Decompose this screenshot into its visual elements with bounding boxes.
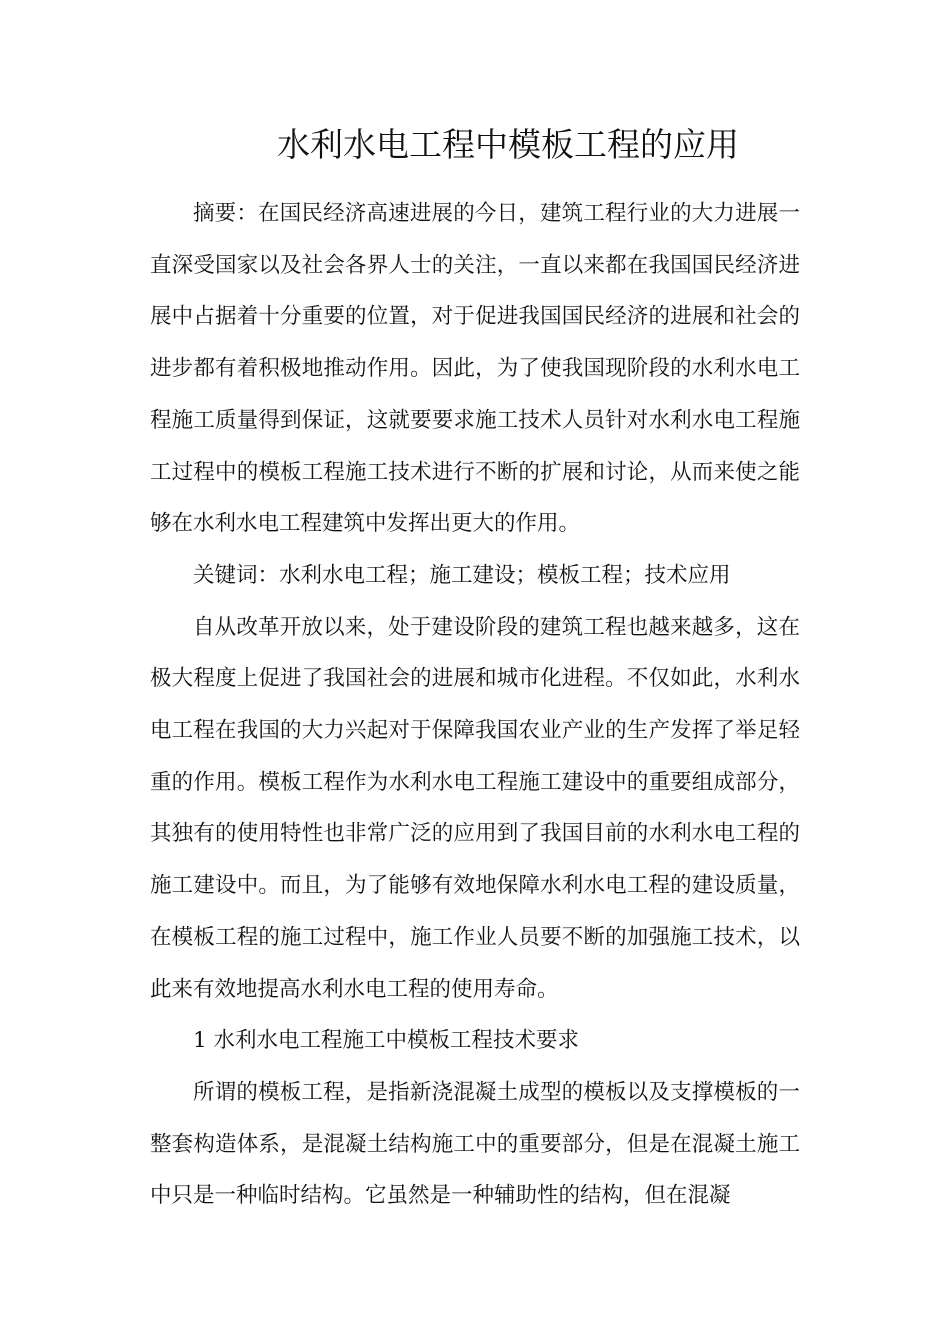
document-body [150, 188, 800, 1222]
section-heading: 1 水利水电工程施工中模板工程技术要求 [193, 1028, 580, 1054]
document-title: 水利水电工程中模板工程的应用 [277, 125, 739, 164]
abstract-paragraph: 摘要：在国民经济高速进展的今日，建筑工程行业的大力进展一直深受国家以及社会各界人士的关注，一直以来都在我国国民经济进展中占据着十分重要的位置，对于促进我国国民经济的进展和社会的进步都有着积极地推动作用。因此，为了使我国现阶段的水利水电工程施工质量得到保证，这就要要求施工技术人员针对水利水电工程施工过程中的模板工程施工技术进行不断的扩展和讨论，从而来使之能够在水利水电工程建筑中发挥出更大的作用。 [150, 201, 800, 537]
keywords-paragraph: 关键词：水利水电工程；施工建设；模板工程；技术应用 [193, 562, 731, 588]
intro-paragraph: 自从改革开放以来，处于建设阶段的建筑工程也越来越多，这在极大程度上促进了我国社会的进展和城市化进程。不仅如此，水利水电工程在我国的大力兴起对于保障我国农业产业的生产发挥了举足轻重的作用。模板工程作为水利水电工程施工建设中的重要组成部分，其独有的使用特性也非常广泛的应用到了我国目前的水利水电工程的施工建设中。而且，为了能够有效地保障水利水电工程的建设质量，在模板工程的施工过程中，施工作业人员要不断的加强施工技术，以此来有效地提高水利水电工程的使用寿命。 [150, 614, 800, 1002]
section-paragraph: 所谓的模板工程，是指新浇混凝土成型的模板以及支撑模板的一整套构造体系，是混凝土结构施工中的重要部分，但是在混凝土施工中只是一种临时结构。它虽然是一种辅助性的结构，但在混凝 [150, 1079, 800, 1209]
